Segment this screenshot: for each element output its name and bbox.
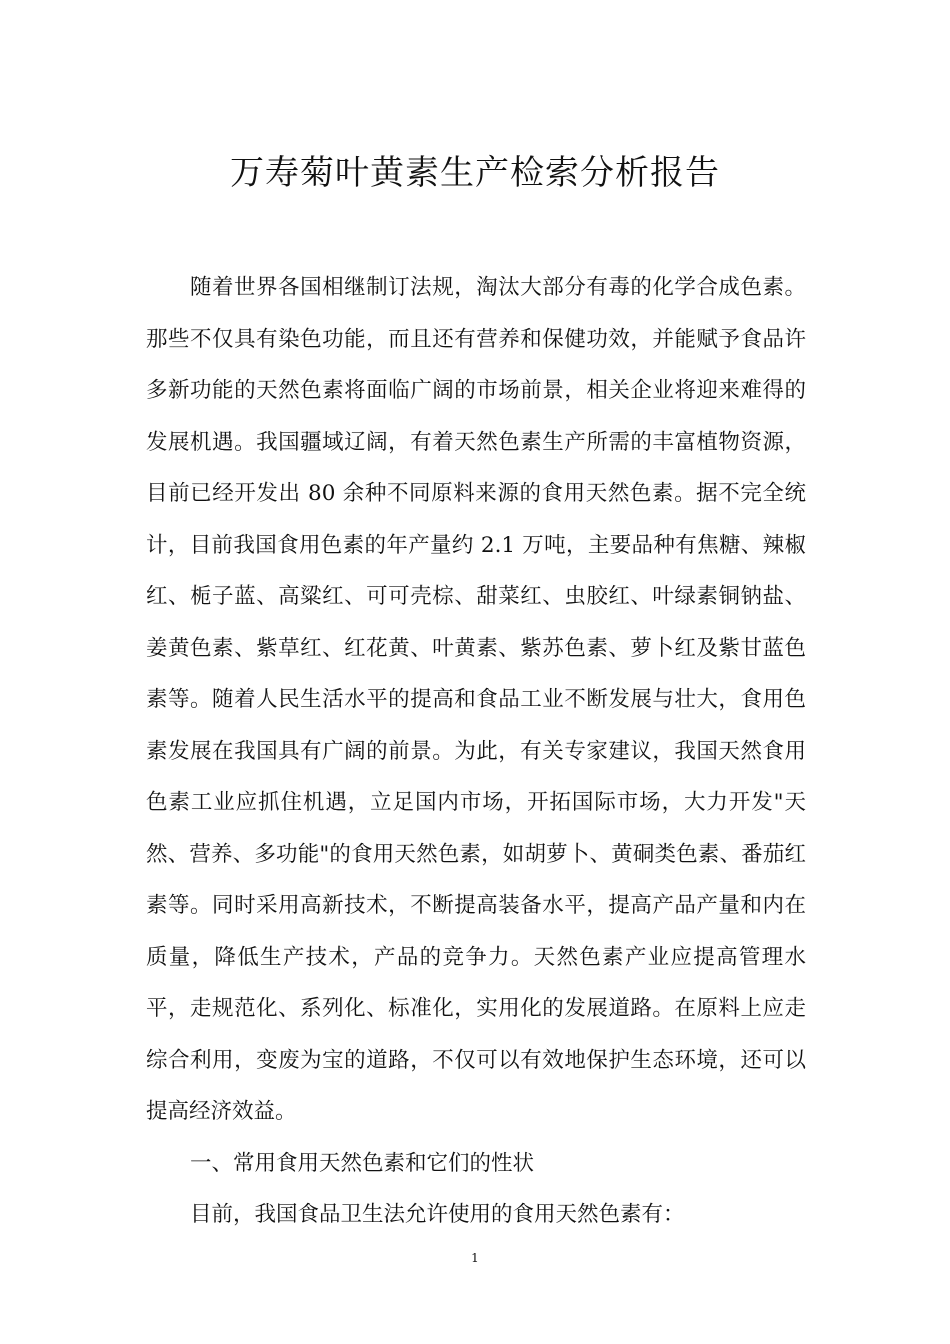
document-body: [146, 262, 806, 1241]
page-number: 1: [471, 1251, 479, 1265]
document-title: 万寿菊叶黄素生产检索分析报告: [230, 153, 720, 193]
body-paragraph: 目前，我国食品卫生法允许使用的食用天然色素有：: [190, 1202, 685, 1227]
intro-paragraph: 随着世界各国相继制订法规，淘汰大部分有毒的化学合成色素。那些不仅具有染色功能，而且还有营养和保健功效，并能赋予食品许多新功能的天然色素将面临广阔的市场前景，相关企业将迎来难得的发展机遇。我国疆域辽阔，有着天然色素生产所需的丰富植物资源，目前已经开发出 80 余种不同原料来源的食用天然色素。据不完全统计，目前我国食用色素的年产量约 2.1 万吨，主要品种有焦糖、辣椒红、栀子蓝、高粱红、可可壳棕、甜菜红、虫胶红、叶绿素铜钠盐、姜黄色素、紫草红、红花黄、叶黄素、紫苏色素、萝卜红及紫甘蓝色素等。随着人民生活水平的提高和食品工业不断发展与壮大，食用色素发展在我国具有广阔的前景。为此，有关专家建议，我国天然食用色素工业应抓住机遇，立足国内市场，开拓国际市场，大力开发"天然、营养、多功能"的食用天然色素，如胡萝卜、黄硐类色素、番茄红素等。同时采用高新技术，不断提高装备水平，提高产品产量和内在质量，降低生产技术，产品的竞争力。天然色素产业应提高管理水平，走规范化、系列化、标准化，实用化的发展道路。在原料上应走综合利用，变废为宝的道路，不仅可以有效地保护生态环境，还可以提高经济效益。: [146, 275, 806, 1124]
section-heading: 一、常用食用天然色素和它们的性状: [190, 1150, 535, 1176]
